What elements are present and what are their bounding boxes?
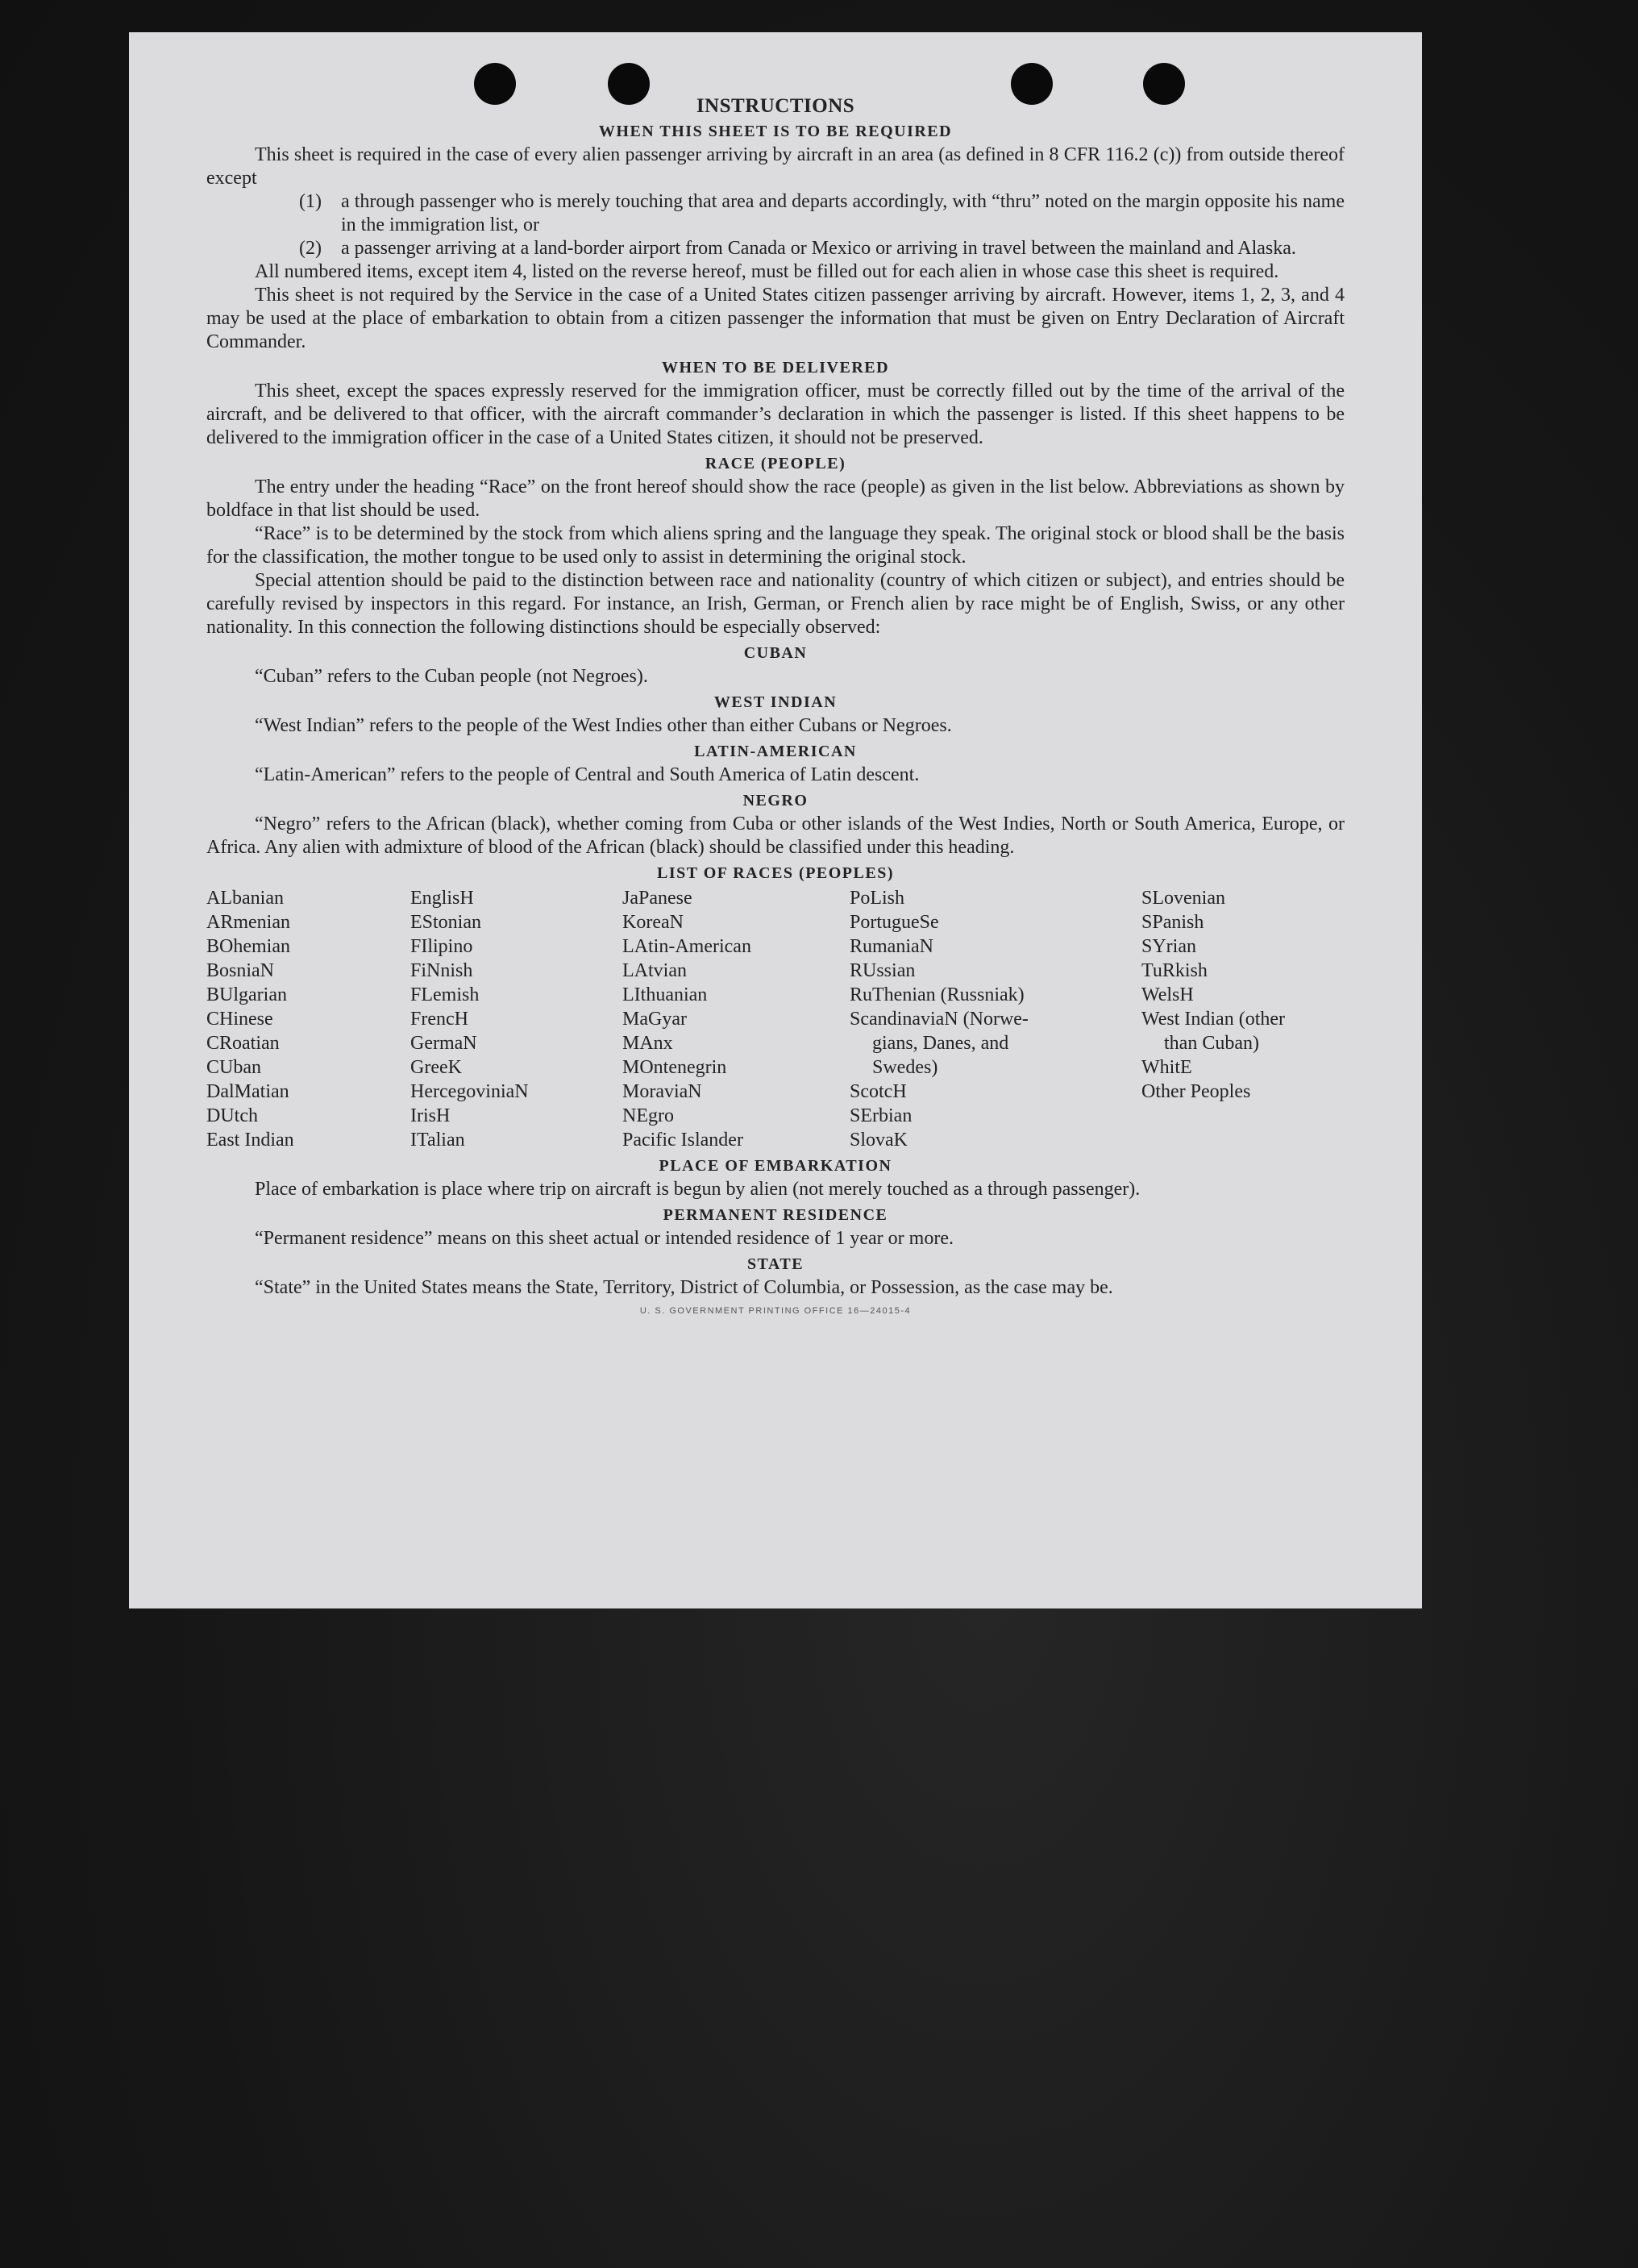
exception-number: (1) — [299, 191, 322, 212]
list-item: CRoatian — [206, 1033, 280, 1054]
section-heading-negro: NEGRO — [742, 792, 809, 809]
list-item: BOhemian — [206, 936, 290, 957]
list-item: SErbian — [850, 1105, 913, 1126]
list-item: West Indian (other — [1141, 1009, 1286, 1030]
list-item: FiNnish — [410, 960, 473, 981]
paragraph: The entry under the heading “Race” on the front hereof should show the race (people) as given in the list below. Abbreviations as shown by boldface in that list should be used. — [206, 476, 1345, 521]
list-item: MoraviaN — [622, 1081, 702, 1102]
list-item-continuation: Swedes) — [872, 1057, 938, 1078]
paragraph: “Cuban” refers to the Cuban people (not Negroes). — [255, 666, 648, 687]
list-item: BUlgarian — [206, 984, 287, 1005]
list-item: LAtin-American — [622, 936, 751, 957]
paragraph: “Negro” refers to the African (black), whether coming from Cuba or other islands of the West Indies, North or South America, Europe, or Africa. Any alien with admixture of blood of the African (black) should be classified under this heading. — [206, 814, 1345, 858]
list-item: HercegoviniaN — [410, 1081, 529, 1102]
list-item: Other Peoples — [1141, 1081, 1251, 1102]
list-item: MaGyar — [622, 1009, 687, 1030]
list-item: WelsH — [1141, 984, 1194, 1005]
list-item: EnglisH — [410, 888, 474, 909]
section-heading-when-delivered: WHEN TO BE DELIVERED — [661, 359, 890, 377]
punch-hole — [1143, 63, 1185, 105]
section-heading-when-required: WHEN THIS SHEET IS TO BE REQUIRED — [598, 123, 953, 140]
paragraph: This sheet is not required by the Service in the case of a United States citizen passenger arriving by aircraft. However, items 1, 2, 3, and 4 may be used at the place of embarkation to obtain from a citizen passenger the information that must be given on Entry Declaration of Aircraft Commander. — [206, 285, 1345, 352]
exception-number: (2) — [299, 238, 322, 259]
races-column — [622, 886, 850, 1152]
paragraph: This sheet is required in the case of every alien passenger arriving by aircraft in an area (as defined in 8 CFR 116.2 (c)) from outside thereof except — [206, 144, 1345, 189]
list-item: Pacific Islander — [622, 1130, 743, 1151]
list-item: ScandinaviaN (Norwe- — [850, 1009, 1029, 1030]
list-item: SLovenian — [1141, 888, 1225, 909]
list-item: LAtvian — [622, 960, 687, 981]
exception-text: a through passenger who is merely touching that area and departs accordingly, with “thru” noted on the margin opposite his name in the immigration list, or — [341, 191, 1345, 235]
list-item: SPanish — [1141, 912, 1204, 933]
list-item: East Indian — [206, 1130, 294, 1151]
races-column — [206, 886, 410, 1152]
exception-item — [299, 237, 1345, 260]
list-item: NEgro — [622, 1105, 674, 1126]
list-item: DalMatian — [206, 1081, 289, 1102]
list-item: ScotcH — [850, 1081, 907, 1102]
list-item: FLemish — [410, 984, 480, 1005]
paragraph: All numbered items, except item 4, listed on the reverse hereof, must be filled out for each alien in whose case this sheet is required. — [255, 261, 1279, 282]
list-item: EStonian — [410, 912, 481, 933]
page-title: INSTRUCTIONS — [696, 95, 855, 117]
section-heading-state: STATE — [746, 1255, 804, 1273]
section-heading-list-of-races: LIST OF RACES (PEOPLES) — [656, 864, 894, 882]
list-item: FrencH — [410, 1009, 468, 1030]
paragraph: “West Indian” refers to the people of the West Indies other than either Cubans or Negroes. — [255, 715, 952, 736]
section-heading-embarkation: PLACE OF EMBARKATION — [659, 1157, 892, 1175]
list-item: CUban — [206, 1057, 261, 1078]
exception-item — [299, 190, 1345, 237]
list-item: IrisH — [410, 1105, 451, 1126]
section-heading-latin-american: LATIN-AMERICAN — [694, 743, 857, 760]
races-column — [1141, 886, 1343, 1152]
paragraph: “Race” is to be determined by the stock from which aliens spring and the language they speak. The original stock or blood shall be the basis for the classification, the mother tongue to be used only to assist in determining the original stock. — [206, 523, 1345, 568]
paragraph: “Latin-American” refers to the people of Central and South America of Latin descent. — [255, 764, 920, 785]
paragraph: Place of embarkation is place where trip on aircraft is begun by alien (not merely touched as a through passenger). — [255, 1179, 1141, 1200]
list-item: ARmenian — [206, 912, 290, 933]
paragraph: “Permanent residence” means on this sheet actual or intended residence of 1 year or more. — [255, 1228, 954, 1249]
list-item: PoLish — [850, 888, 905, 909]
list-item: MOntenegrin — [622, 1057, 727, 1078]
section-heading-cuban: CUBAN — [743, 644, 808, 662]
list-item: CHinese — [206, 1009, 273, 1030]
paragraph: “State” in the United States means the State, Territory, District of Columbia, or Possession, as the case may be. — [255, 1277, 1113, 1298]
paragraph: Special attention should be paid to the distinction between race and nationality (country of which citizen or subject), and entries should be carefully revised by inspectors in this regard. For instance, an Irish, German, or French alien by race might be of English, Swiss, or any other nationality. In this connection the following distinctions should be especially observed: — [206, 570, 1345, 638]
section-heading-race: RACE (PEOPLE) — [705, 455, 846, 472]
list-item: RuThenian (Russniak) — [850, 984, 1025, 1005]
list-item: WhitE — [1141, 1057, 1192, 1078]
exception-text: a passenger arriving at a land-border airport from Canada or Mexico or arriving in travel between the mainland and Alaska. — [341, 238, 1296, 259]
instruction-sheet — [129, 32, 1422, 1608]
list-item: RUssian — [850, 960, 916, 981]
races-list — [206, 886, 1345, 1152]
punch-hole — [474, 63, 516, 105]
list-item: GermaN — [410, 1033, 477, 1054]
list-item: GreeK — [410, 1057, 462, 1078]
printer-imprint: U. S. GOVERNMENT PRINTING OFFICE 16—24015-4 — [639, 1306, 912, 1316]
punch-hole — [608, 63, 650, 105]
list-item: MAnx — [622, 1033, 673, 1054]
list-item: TuRkish — [1141, 960, 1208, 981]
punch-hole — [1011, 63, 1053, 105]
section-heading-west-indian: WEST INDIAN — [713, 693, 838, 711]
list-item: BosniaN — [206, 960, 274, 981]
list-item: SlovaK — [850, 1130, 908, 1151]
races-column — [850, 886, 1141, 1152]
list-item-continuation: gians, Danes, and — [872, 1033, 1009, 1054]
list-item: RumaniaN — [850, 936, 933, 957]
list-item: PortugueSe — [850, 912, 939, 933]
races-column — [410, 886, 622, 1152]
list-item: SYrian — [1141, 936, 1196, 957]
list-item: JaPanese — [622, 888, 692, 909]
section-heading-residence: PERMANENT RESIDENCE — [663, 1206, 888, 1224]
list-item: FIlipino — [410, 936, 473, 957]
list-item-continuation: than Cuban) — [1164, 1033, 1259, 1054]
list-item: ALbanian — [206, 888, 284, 909]
list-item: KoreaN — [622, 912, 684, 933]
list-item: LIthuanian — [622, 984, 708, 1005]
paragraph: This sheet, except the spaces expressly reserved for the immigration officer, must be correctly filled out by the time of the arrival of the aircraft, and be delivered to that officer, with the aircraft commander’s declaration in which the passenger is listed. If this sheet happens to be delivered to the immigration officer in the case of a United States citizen, it should not be preserved. — [206, 381, 1345, 448]
list-item: DUtch — [206, 1105, 258, 1126]
list-item: ITalian — [410, 1130, 465, 1151]
